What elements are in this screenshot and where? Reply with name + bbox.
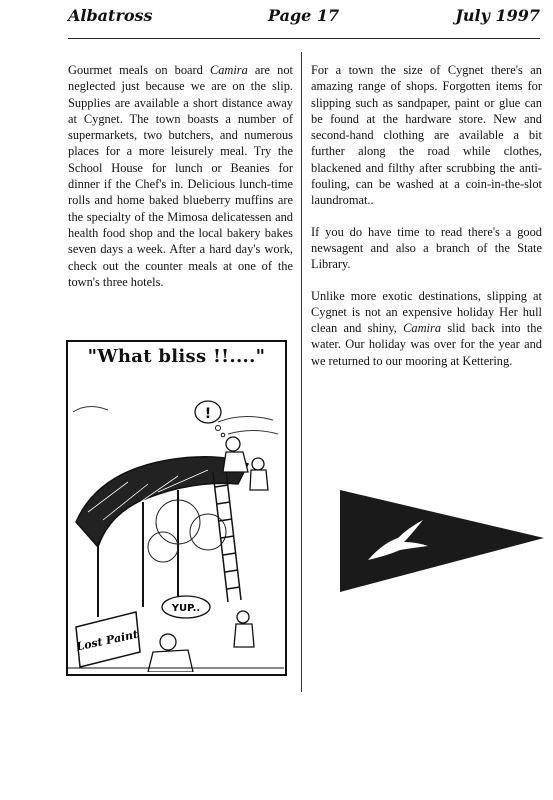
page-header <box>68 6 540 32</box>
right-paragraph-1: For a town the size of Cygnet there's an amazing range of shops. Forgotten items for slipping such as sandpaper, paint or glue can be found at the hardware store. New and second-hand clothing are available a bit further along the road while clothes, blackened and filthy after scrubbing the anti-fouling, can be washed at a coin-in-the-slot laundromat.. <box>311 63 542 208</box>
header-rule <box>68 38 540 39</box>
page-number: Page 17 <box>268 6 340 25</box>
right-paragraph-3 <box>311 288 542 369</box>
cartoon-illustration <box>66 340 287 676</box>
right-column <box>311 62 542 384</box>
cartoon-caption: "What bliss !!...." <box>87 346 266 367</box>
club-pennant-flag <box>338 488 548 599</box>
text-run: Gourmet meals on board <box>68 63 210 77</box>
cartoon-drawing <box>68 372 284 672</box>
text-run: Unlike more exotic destinations, slipping at Cygnet is not an expensive holiday Her hull clean and shiny, <box>311 288 542 336</box>
column-divider <box>301 52 302 692</box>
left-column <box>68 62 293 305</box>
sign-text: Lost Paint <box>75 627 140 654</box>
pennant-icon <box>340 490 544 592</box>
publication-title: Albatross <box>68 6 153 25</box>
speech-text: YUP.. <box>171 603 201 614</box>
boat-name: Camira <box>403 321 442 336</box>
right-paragraph-2: If you do have time to read there's a good newsagent and also a branch of the State Library. <box>311 224 542 272</box>
text-run: are not neglected just because we are on the slip. Supplies are available a short distance away at Cygnet. The town boasts a number of supermarkets, two butchers, and numerous places for a more leisurely meal. Try the School House for lunch or Beanies for dinner if the Chef's in. Delicious lunch-time rolls and home baked blueberry muffins are the specialty of the Mimosa delicatessen and health food shop and the local bakery bakes seven days a week. After a hard day's work, check out the counter meals at one of the town's three hotels. <box>68 63 293 289</box>
bubble-exclamation: ! <box>204 406 212 422</box>
left-paragraph-1 <box>68 62 293 290</box>
boat-name: Camira <box>209 63 248 77</box>
issue-date: July 1997 <box>455 6 540 25</box>
text-run: slid back into the water. Our holiday was over for the year and we returned to our mooring at Kettering. <box>311 321 542 368</box>
